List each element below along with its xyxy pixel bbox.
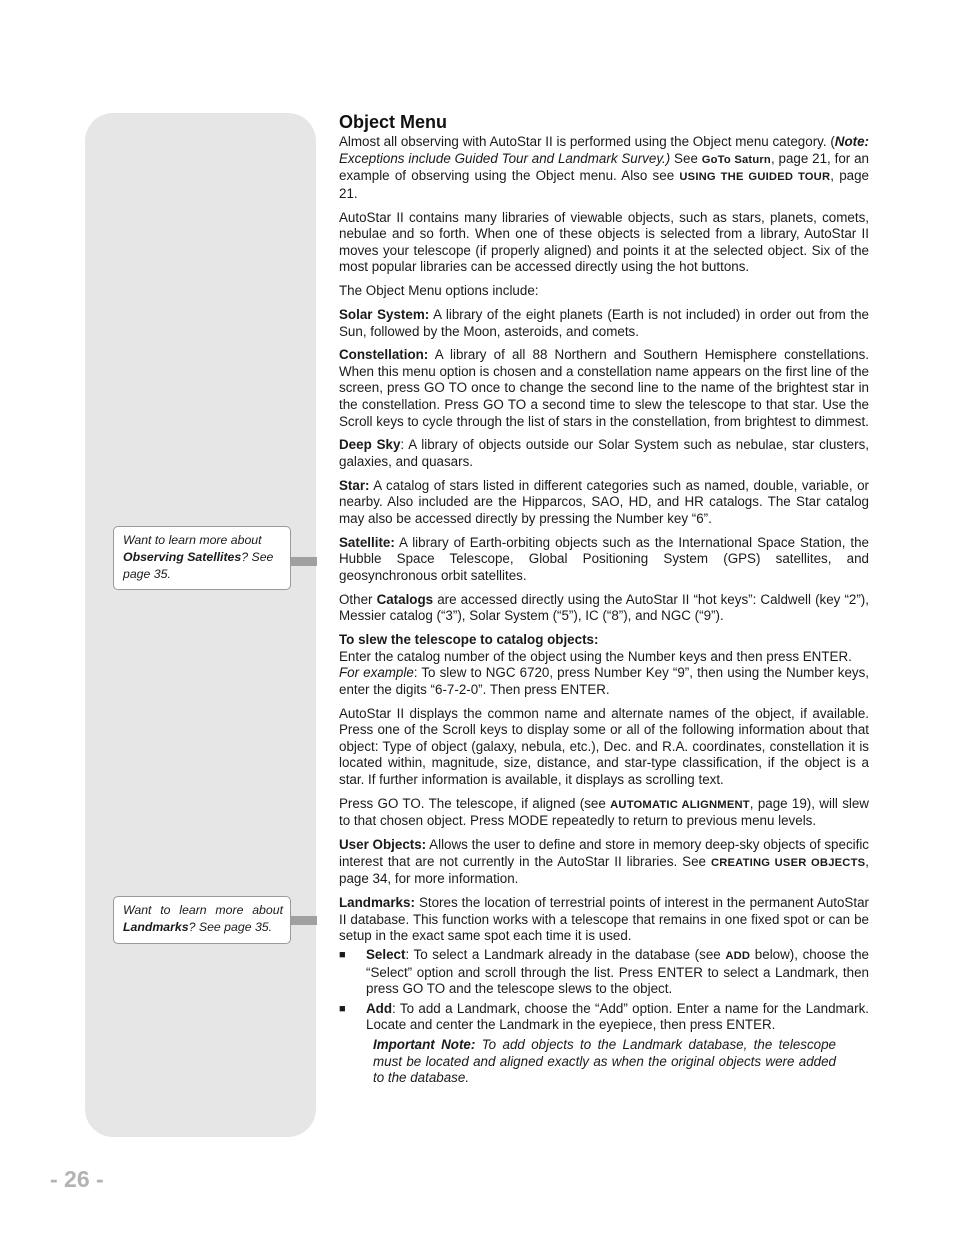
option-catalogs: Other Catalogs are accessed directly using the AutoStar II “hot keys”: Caldwell (key “2”), Messier catalog (“3”), Solar System (“5”), IC (“8”), and NGC (“9”). (339, 591, 869, 624)
option-satellite: Satellite: A library of Earth-orbiting objects such as the International Space Station, the Hubble Space Telescope, Global Positioning System (GPS) satellites, and geosynchronous orbit satellites. (339, 534, 869, 583)
page-number: - 26 - (50, 1166, 104, 1192)
intro-paragraph: Almost all observing with AutoStar II is performed using the Object menu category. (Note: Exceptions include Guided Tour and Landmark Survey.) See GoTo Saturn, page 21, for an example of observing using the Object menu. Also see USING THE GUIDED TOUR, page 21. (339, 134, 869, 201)
main-content (339, 111, 869, 1087)
slew-instructions: To slew the telescope to catalog objects: Enter the catalog number of the object using the Number keys and then press ENTER. For example: To slew to NGC 6720, press Number Key “9”, then using the Number keys, enter the digits “6-7-2-0”. Then press ENTER. (339, 632, 869, 697)
cross-reference: GoTo Saturn (701, 153, 771, 166)
sidebar-note-landmarks: Want to learn more about Landmarks? See page 35. (113, 896, 291, 944)
cross-reference: ADD (725, 949, 751, 962)
section-title: Object Menu (339, 112, 448, 132)
option-user-objects: User Objects: Allows the user to define and store in memory deep-sky objects of specific interest that are not currently in the AutoStar II libraries. See CREATING USER OBJECTS, page 34, for more information. (339, 837, 870, 887)
sidebar-note-satellites: Want to learn more about Observing Satellites? See page 35. (113, 526, 291, 590)
list-item: ■ Select: To select a Landmark already in the database (see ADD below), choose the “Select” option and scroll through the list. Press ENTER to select a Landmark, then press GO TO and the telescope slews to the object. (339, 946, 870, 997)
cross-reference: CREATING USER OBJECTS (710, 856, 866, 869)
note-tab-marker (291, 916, 317, 925)
note-tab-marker (291, 557, 317, 566)
square-bullet-icon: ■ (339, 948, 346, 961)
libraries-paragraph: AutoStar II contains many libraries of viewable objects, such as stars, planets, comets, nebulae and so forth. When one of these objects is selected from a library, AutoStar II moves your telescope (if properly aligned) and points it at the selected object. Six of the most popular libraries can be accessed directly using the hot buttons. (339, 209, 869, 275)
sidebar-panel (85, 113, 316, 1137)
display-paragraph: AutoStar II displays the common name and alternate names of the object, if available. Press one of the Scroll keys to display some or all of the following information about that object: Type of object (galaxy, nebula, etc.), Dec. and R.A. coordinates, constellation it is located within, magnitude, size, distance, and star-type classification, if the object is a star. If further information is available, it displays as scrolling text. (339, 705, 869, 788)
goto-paragraph: Press GO TO. The telescope, if aligned (see AUTOMATIC ALIGNMENT, page 19), will slew to that chosen object. Press MODE repeatedly to return to previous menu levels. (339, 795, 869, 829)
option-constellation: Constellation: A library of all 88 Northern and Southern Hemisphere constellations. When this menu option is chosen and a constellation name appears on the first line of the screen, press GO TO once to change the second line to the name of the brightest star in the constellation. Press GO TO a second time to slew the telescope to that star. Use the Scroll keys to cycle through the list of stars in the constellation, from brightest to dimmest. (339, 347, 869, 429)
cross-reference: AUTOMATIC ALIGNMENT (610, 798, 750, 811)
option-solar-system: Solar System: A library of the eight planets (Earth is not included) in order out from the Sun, followed by the Moon, asteroids, and comets. (339, 306, 870, 339)
option-deep-sky: Deep Sky: A library of objects outside our Solar System such as nebulae, star clusters, galaxies, and quasars. (339, 437, 870, 470)
important-note: Important Note: To add objects to the Landmark database, the telescope must be located and aligned exactly as when the original objects were added to the database. (373, 1036, 836, 1086)
square-bullet-icon: ■ (339, 1002, 346, 1015)
cross-reference: USING THE GUIDED TOUR (679, 171, 831, 184)
option-star: Star: A catalog of stars listed in different categories such as named, double, variable, or nearby. Also included are the Hipparcos, SAO, HD, and HR catalogs. The Star catalog may also be accessed directly by pressing the Number key “6”. (339, 477, 869, 526)
options-paragraph: The Object Menu options include: (339, 283, 539, 299)
list-item: ■ Add: To add a Landmark, choose the “Add” option. Enter a name for the Landmark. Locate and center the Landmark in the eyepiece, then press ENTER. (339, 1000, 869, 1033)
option-landmarks: Landmarks: Stores the location of terrestrial points of interest in the permanent AutoStar II database. This function works with a telescope that remains in one fixed spot or can be setup in the exact same spot each time it is used. (339, 895, 869, 944)
